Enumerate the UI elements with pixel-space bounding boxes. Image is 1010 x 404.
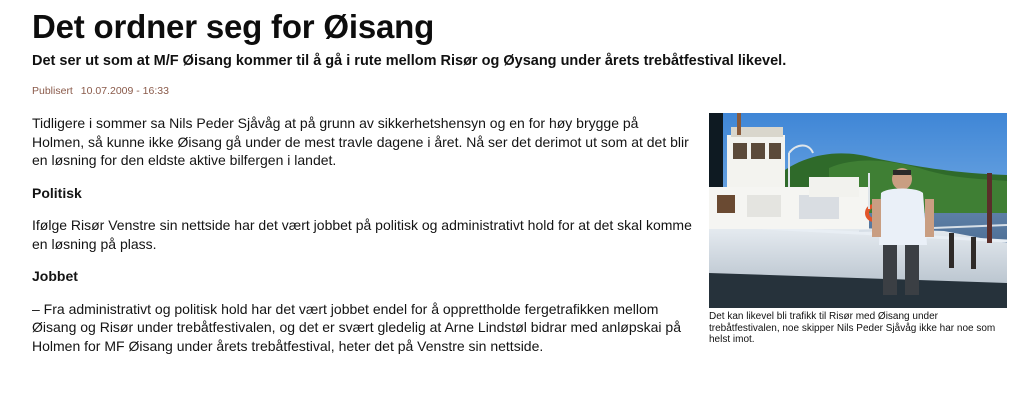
subheading-politisk: Politisk [32,184,82,201]
photo-caption: Det kan likevel bli trafikk til Risør med Øisang under trebåtfestivalen, noe skipper Nils Peder Sjåvåg ikke har noe som helst imot. [709,311,996,345]
publish-meta [32,85,174,97]
ferry-photo [709,113,1007,308]
paragraph-intro: Tidligere i sommer sa Nils Peder Sjåvåg at på grunn av sikkerhetshensyn og en for høy brygge på Holmen, så kunne ikke Øisang gå under de mest travle dagene i året. Nå ser det derimot ut som at det blir en løsning for den eldste aktive bilfergen i landet. [32,115,689,168]
subheading-jobbet: Jobbet [32,268,78,284]
article-lead: Det ser ut som at M/F Øisang kommer til å gå i rute mellom Risør og Øysang under årets trebåtfestival likevel. [32,53,787,69]
article-figure [709,113,1007,346]
paragraph-politisk: Ifølge Risør Venstre sin nettside har det vært jobbet på politisk og administrativt hold for at det skal komme en løsning på plass. [32,217,692,252]
article-title: Det ordner seg for Øisang [32,8,435,45]
published-date: 10.07.2009 - 16:33 [80,85,169,97]
paragraph-jobbet: – Fra administrativt og politisk hold har det vært jobbet endel for å opprettholde fergetrafikken mellom Øisang og Risør under trebåtfestivalen, og det er svært gledelig at Arne Lindstøl bidrar med anløpskai på Holmen for MF Øisang under årets trebåtfestival, heter det på Venstre sin nettside. [32,300,681,354]
article-body [32,114,692,369]
published-label: Publisert [32,85,73,97]
